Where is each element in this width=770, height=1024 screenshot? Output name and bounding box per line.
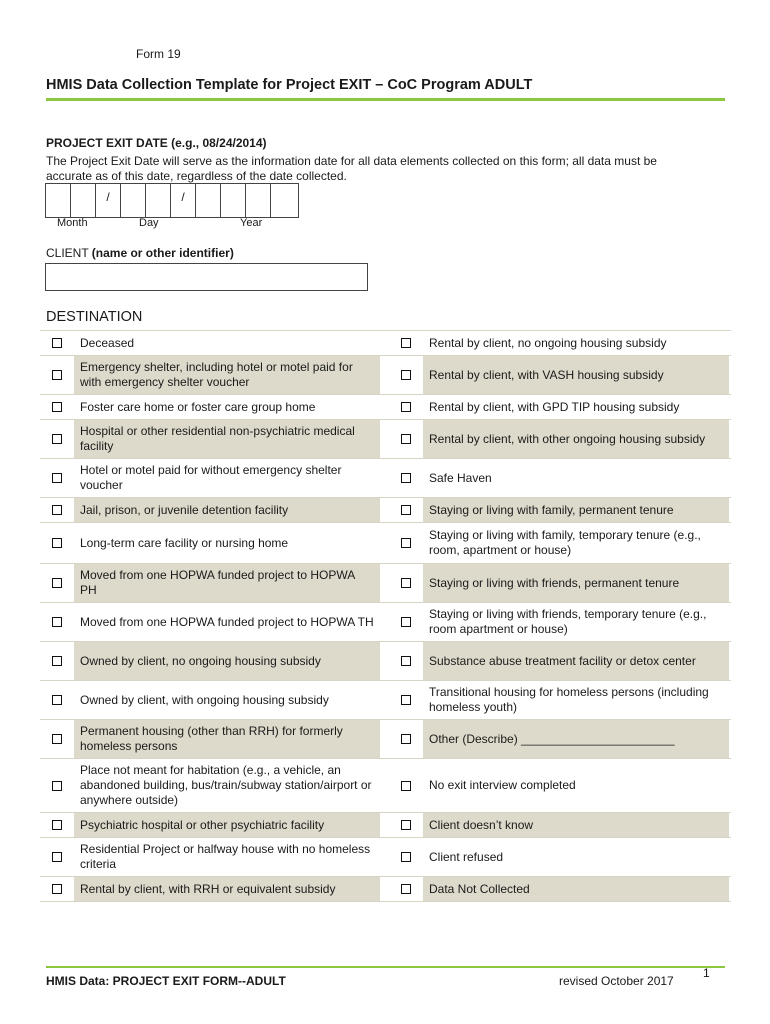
checkbox-cell <box>40 395 74 419</box>
destination-heading: DESTINATION <box>46 309 143 325</box>
destination-option-label: Client refused <box>429 849 504 864</box>
destination-option-label: Hospital or other residential non-psychiatric medical facility <box>74 420 380 458</box>
checkbox-cell <box>40 331 74 355</box>
destination-row <box>40 876 731 902</box>
page-number: 1 <box>703 966 710 980</box>
client-label-bold: (name or other identifier) <box>91 246 234 260</box>
destination-checkbox[interactable] <box>401 884 411 894</box>
date-separator: / <box>171 184 196 217</box>
destination-checkbox[interactable] <box>401 820 411 830</box>
destination-checkbox[interactable] <box>52 434 62 444</box>
destination-checkbox[interactable] <box>52 852 62 862</box>
checkbox-cell <box>389 681 423 719</box>
destination-option-label: Staying or living with family, permanent tenure <box>423 498 729 522</box>
destination-option-label: Foster care home or foster care group home <box>80 399 316 414</box>
checkbox-cell <box>40 681 74 719</box>
destination-row <box>40 419 731 458</box>
destination-option-label: Moved from one HOPWA funded project to HOPWA PH <box>74 564 380 602</box>
checkbox-cell <box>40 356 74 394</box>
destination-checkbox[interactable] <box>52 338 62 348</box>
destination-row <box>40 394 731 419</box>
destination-row <box>40 330 731 355</box>
page-title: HMIS Data Collection Template for Project EXIT – CoC Program ADULT <box>46 77 533 93</box>
exit-date-boxes <box>45 183 299 218</box>
checkbox-cell <box>389 420 423 458</box>
year-label: Year <box>240 217 263 229</box>
checkbox-cell <box>389 395 423 419</box>
destination-row <box>40 837 731 876</box>
destination-checkbox[interactable] <box>52 402 62 412</box>
exit-date-description: The Project Exit Date will serve as the information date for all data elements collected on this form; all data must be accurate as of this date, regardless of the date collected. <box>46 154 657 183</box>
destination-option-label: Transitional housing for homeless persons (including homeless youth) <box>429 685 709 714</box>
destination-row <box>40 563 731 602</box>
destination-row <box>40 602 731 641</box>
destination-row <box>40 641 731 680</box>
destination-checkbox[interactable] <box>401 852 411 862</box>
destination-row <box>40 497 731 522</box>
destination-option-label: Moved from one HOPWA funded project to HOPWA TH <box>80 614 374 629</box>
title-divider <box>46 98 725 101</box>
footer-revision: revised October 2017 <box>559 974 674 988</box>
destination-option-label: Emergency shelter, including hotel or motel paid for with emergency shelter voucher <box>74 356 380 394</box>
checkbox-cell <box>389 603 423 641</box>
checkbox-cell <box>40 564 74 602</box>
day-label: Day <box>139 217 159 229</box>
destination-option-label: Owned by client, with ongoing housing subsidy <box>80 692 329 707</box>
year-digit-1[interactable] <box>196 184 221 217</box>
checkbox-cell <box>40 498 74 522</box>
footer-divider <box>46 966 725 968</box>
destination-checkbox[interactable] <box>401 538 411 548</box>
destination-checkbox[interactable] <box>401 473 411 483</box>
destination-checkbox[interactable] <box>401 734 411 744</box>
checkbox-cell <box>389 331 423 355</box>
destination-checkbox[interactable] <box>401 781 411 791</box>
month-digit-2[interactable] <box>71 184 96 217</box>
checkbox-cell <box>40 642 74 680</box>
destination-checkbox[interactable] <box>401 578 411 588</box>
destination-option-label: Residential Project or halfway house with no homeless criteria <box>80 842 371 871</box>
client-label-prefix: CLIENT <box>46 246 92 260</box>
destination-checkbox[interactable] <box>401 695 411 705</box>
checkbox-cell <box>40 459 74 497</box>
destination-option-label: Long-term care facility or nursing home <box>80 535 289 550</box>
checkbox-cell <box>389 877 423 901</box>
year-digit-4[interactable] <box>271 184 298 217</box>
destination-checkbox[interactable] <box>52 578 62 588</box>
destination-row <box>40 812 731 837</box>
checkbox-cell <box>389 356 423 394</box>
destination-checkbox[interactable] <box>52 695 62 705</box>
destination-checkbox[interactable] <box>401 370 411 380</box>
year-digit-3[interactable] <box>246 184 271 217</box>
checkbox-cell <box>389 642 423 680</box>
client-label <box>46 246 234 260</box>
destination-checkbox[interactable] <box>401 434 411 444</box>
checkbox-cell <box>389 498 423 522</box>
checkbox-cell <box>389 759 423 812</box>
destination-option-label: Staying or living with friends, permanent tenure <box>423 564 729 602</box>
checkbox-cell <box>40 603 74 641</box>
destination-row <box>40 719 731 758</box>
footer-form-name: HMIS Data: PROJECT EXIT FORM--ADULT <box>46 974 286 988</box>
destination-options <box>40 330 731 902</box>
destination-row <box>40 355 731 394</box>
checkbox-cell <box>389 523 423 563</box>
destination-option-label: Rental by client, no ongoing housing subsidy <box>429 335 667 350</box>
destination-option-label: Owned by client, no ongoing housing subsidy <box>74 642 380 680</box>
destination-option-label: Rental by client, with VASH housing subsidy <box>423 356 729 394</box>
destination-option-label: Hotel or motel paid for without emergency shelter voucher <box>80 463 342 492</box>
destination-option-label: Rental by client, with GPD TIP housing subsidy <box>429 399 680 414</box>
destination-option-label: Staying or living with friends, temporary tenure (e.g., room apartment or house) <box>429 607 707 636</box>
checkbox-cell <box>389 720 423 758</box>
checkbox-cell <box>40 720 74 758</box>
destination-checkbox[interactable] <box>401 617 411 627</box>
destination-option-label: No exit interview completed <box>429 778 576 792</box>
destination-option-label: Deceased <box>80 335 135 350</box>
checkbox-cell <box>40 838 74 876</box>
destination-checkbox[interactable] <box>52 538 62 548</box>
day-digit-2[interactable] <box>146 184 171 217</box>
destination-checkbox[interactable] <box>52 656 62 666</box>
destination-option-label: Psychiatric hospital or other psychiatric facility <box>74 813 380 837</box>
destination-option-label: Permanent housing (other than RRH) for formerly homeless persons <box>74 720 380 758</box>
checkbox-cell <box>40 813 74 837</box>
destination-checkbox[interactable] <box>52 734 62 744</box>
destination-row <box>40 458 731 497</box>
destination-option-label: Staying or living with family, temporary tenure (e.g., room, apartment or house) <box>429 528 701 557</box>
destination-checkbox[interactable] <box>52 617 62 627</box>
destination-checkbox[interactable] <box>401 402 411 412</box>
checkbox-cell <box>389 564 423 602</box>
destination-option-label: Other (Describe) _______________________ <box>423 720 729 758</box>
destination-checkbox[interactable] <box>401 656 411 666</box>
destination-checkbox[interactable] <box>52 781 62 791</box>
checkbox-cell <box>40 877 74 901</box>
client-identifier-field[interactable] <box>45 263 368 291</box>
destination-checkbox[interactable] <box>52 505 62 515</box>
checkbox-cell <box>389 459 423 497</box>
destination-row <box>40 680 731 719</box>
destination-option-label: Jail, prison, or juvenile detention facility <box>74 498 380 522</box>
destination-option-label: Rental by client, with RRH or equivalent subsidy <box>74 877 380 901</box>
exit-date-heading: PROJECT EXIT DATE (e.g., 08/24/2014) <box>46 136 267 150</box>
destination-option-label: Data Not Collected <box>423 877 729 901</box>
checkbox-cell <box>40 420 74 458</box>
destination-checkbox[interactable] <box>52 884 62 894</box>
destination-checkbox[interactable] <box>401 338 411 348</box>
date-separator: / <box>96 184 121 217</box>
destination-row <box>40 758 731 812</box>
destination-row <box>40 522 731 563</box>
year-digit-2[interactable] <box>221 184 246 217</box>
month-digit-1[interactable] <box>46 184 71 217</box>
form-number: Form 19 <box>136 47 181 61</box>
destination-checkbox[interactable] <box>52 820 62 830</box>
destination-checkbox[interactable] <box>52 370 62 380</box>
checkbox-cell <box>389 813 423 837</box>
day-digit-1[interactable] <box>121 184 146 217</box>
destination-checkbox[interactable] <box>401 505 411 515</box>
destination-option-label: Client doesn’t know <box>423 813 729 837</box>
checkbox-cell <box>389 838 423 876</box>
checkbox-cell <box>40 523 74 563</box>
destination-option-label: Substance abuse treatment facility or detox center <box>423 642 729 680</box>
destination-option-label: Rental by client, with other ongoing housing subsidy <box>423 420 729 458</box>
destination-option-label: Place not meant for habitation (e.g., a vehicle, an abandoned building, bus/train/subway station/airport or anywhere outside) <box>80 763 372 807</box>
month-label: Month <box>57 217 88 229</box>
checkbox-cell <box>40 759 74 812</box>
destination-checkbox[interactable] <box>52 473 62 483</box>
destination-option-label: Safe Haven <box>429 470 492 485</box>
